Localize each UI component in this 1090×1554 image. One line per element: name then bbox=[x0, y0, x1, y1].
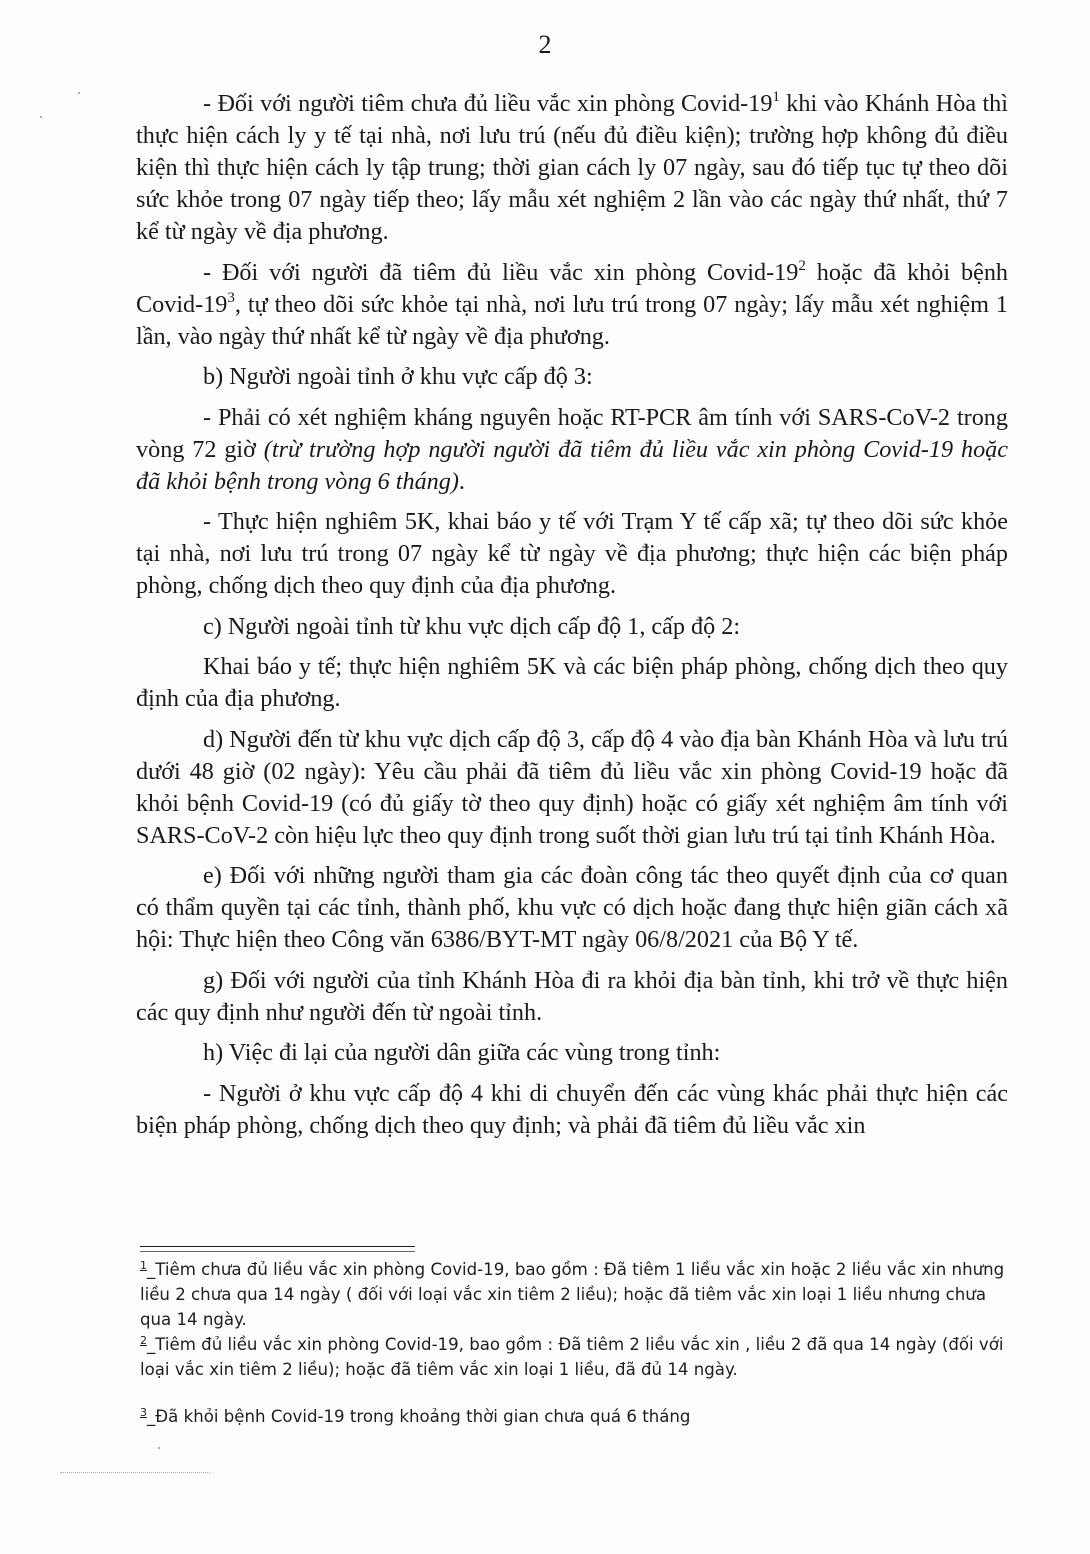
paragraph-unvaccinated: - Đối với người tiêm chưa đủ liều vắc xin phòng Covid-$19^1$ khi vào Khánh Hòa thì thực hiện cách ly y tế tại nhà, nơi lưu trú (nếu đủ điều kiện); trường hợp không đủ điều kiện thì thực hiện cách ly tập trung; thời gian cách ly 07 ngày, sau đó tiếp tục tự theo dõi sức khỏe trong 07 ngày tiếp theo; lấy mẫu xét nghiệm 2 lần vào các ngày thứ nhất, thứ 7 kể từ ngày về địa phương. bbox=[136, 89, 1008, 245]
heading-b: b) Người ngoài tỉnh ở khu vực cấp độ 3: bbox=[203, 363, 593, 390]
paragraph-e: e) Đối với những người tham gia các đoàn công tác theo quyết định của cơ quan có thẩm quyền tại các tỉnh, thành phố, khu vực có dịch hoặc đang thực hiện giãn cách xã hội: Thực hiện theo Công văn 6386/BYT-MT ngày 06/8/2021 của Bộ Y tế. bbox=[136, 862, 1008, 953]
footnote-divider-secondary bbox=[140, 1251, 415, 1252]
scan-speck bbox=[40, 116, 42, 118]
footnotes bbox=[140, 1257, 1010, 1429]
paragraph-declaration: Khai báo y tế; thực hiện nghiêm 5K và các biện pháp phòng, chống dịch theo quy định của địa phương. bbox=[136, 653, 1008, 712]
paragraph-test-requirement: - Phải có xét nghiệm kháng nguyên hoặc RT-PCR âm tính với SARS-CoV-2 trong vòng 72 giờ (trừ trường hợp người người đã tiêm đủ liều vắc xin phòng Covid-19 hoặc đã khỏi bệnh trong vòng 6 tháng). bbox=[136, 403, 1008, 495]
footnote-ref-3[interactable]: 3 bbox=[227, 289, 235, 306]
scan-speck bbox=[78, 92, 80, 94]
document-body bbox=[136, 88, 1008, 1150]
footnote-mark: 1 bbox=[140, 1259, 147, 1272]
paragraph-d: d) Người đến từ khu vực dịch cấp độ 3, cấp độ 4 vào địa bàn Khánh Hòa và lưu trú dưới 48 giờ (02 ngày): Yêu cầu phải đã tiêm đủ liều vắc xin phòng Covid-19 hoặc đã khỏi bệnh Covid-19 (có đủ giấy tờ theo quy định) hoặc có giấy xét nghiệm âm tính với SARS-CoV-2 còn hiệu lực theo quy định trong suốt thời gian lưu trú tại tỉnh Khánh Hòa. bbox=[136, 725, 1008, 849]
footnote-mark: 3 bbox=[140, 1406, 147, 1419]
heading-h: h) Việc đi lại của người dân giữa các vùng trong tỉnh: bbox=[203, 1039, 721, 1066]
paragraph-g: g) Đối với người của tỉnh Khánh Hòa đi ra khỏi địa bàn tỉnh, khi trở về thực hiện các quy định như người đến từ ngoài tỉnh. bbox=[136, 966, 1008, 1026]
page-number: 2 bbox=[538, 30, 552, 59]
paragraph-level4: - Người ở khu vực cấp độ 4 khi di chuyển đến các vùng khác phải thực hiện các biện pháp phòng, chống dịch theo quy định; và phải đã tiêm đủ liều vắc xin bbox=[136, 1079, 1008, 1139]
footnote-ref-2[interactable]: 2 bbox=[798, 257, 806, 274]
footnote-ref-1[interactable]: 1 bbox=[772, 89, 780, 105]
heading-c: c) Người ngoài tỉnh từ khu vực dịch cấp độ 1, cấp độ 2: bbox=[203, 612, 741, 640]
footnote-divider bbox=[140, 1246, 415, 1247]
paragraph-vaccinated: - Đối với người đã tiêm đủ liều vắc xin phòng Covid-$19^2$ hoặc đã khỏi bệnh Covid-$19^3$, tự theo dõi sức khỏe tại nhà, nơi lưu trú trong 07 ngày; lấy mẫu xét nghiệm 1 lần, vào ngày thứ nhất kể từ ngày về địa phương. bbox=[136, 257, 1009, 350]
scan-artifact bbox=[60, 1472, 210, 1473]
footnote-1: $^1$_Tiêm chưa đủ liều vắc xin phòng Covid-19, bao gồm : Đã tiêm 1 liều vắc xin hoặc 2 liều vắc xin nhưng liều 2 chưa qua 14 ngày ( đối với loại vắc xin tiêm 2 liều); hoặc đã tiêm vắc xin loại 1 liều nhưng chưa qua 14 ngày. bbox=[140, 1259, 1005, 1329]
scan-speck bbox=[158, 1447, 160, 1449]
footnote-2: $^2$_Tiêm đủ liều vắc xin phòng Covid-19, bao gồm : Đã tiêm 2 liều vắc xin , liều 2 đã qua 14 ngày (đối với loại vắc xin tiêm 2 liều); hoặc đã tiêm vắc xin loại 1 liều, đã đủ 14 ngày. bbox=[140, 1334, 1004, 1379]
footnote-3: $^3$_Đã khỏi bệnh Covid-19 trong khoảng thời gian chưa quá 6 tháng bbox=[140, 1406, 691, 1426]
footnote-mark: 2 bbox=[140, 1334, 147, 1347]
paragraph-5k: - Thực hiện nghiêm 5K, khai báo y tế với Trạm Y tế cấp xã; tự theo dõi sức khỏe tại nhà, nơi lưu trú trong 07 ngày kể từ ngày về địa phương; thực hiện các biện pháp phòng, chống dịch theo quy định của địa phương. bbox=[136, 508, 1008, 599]
